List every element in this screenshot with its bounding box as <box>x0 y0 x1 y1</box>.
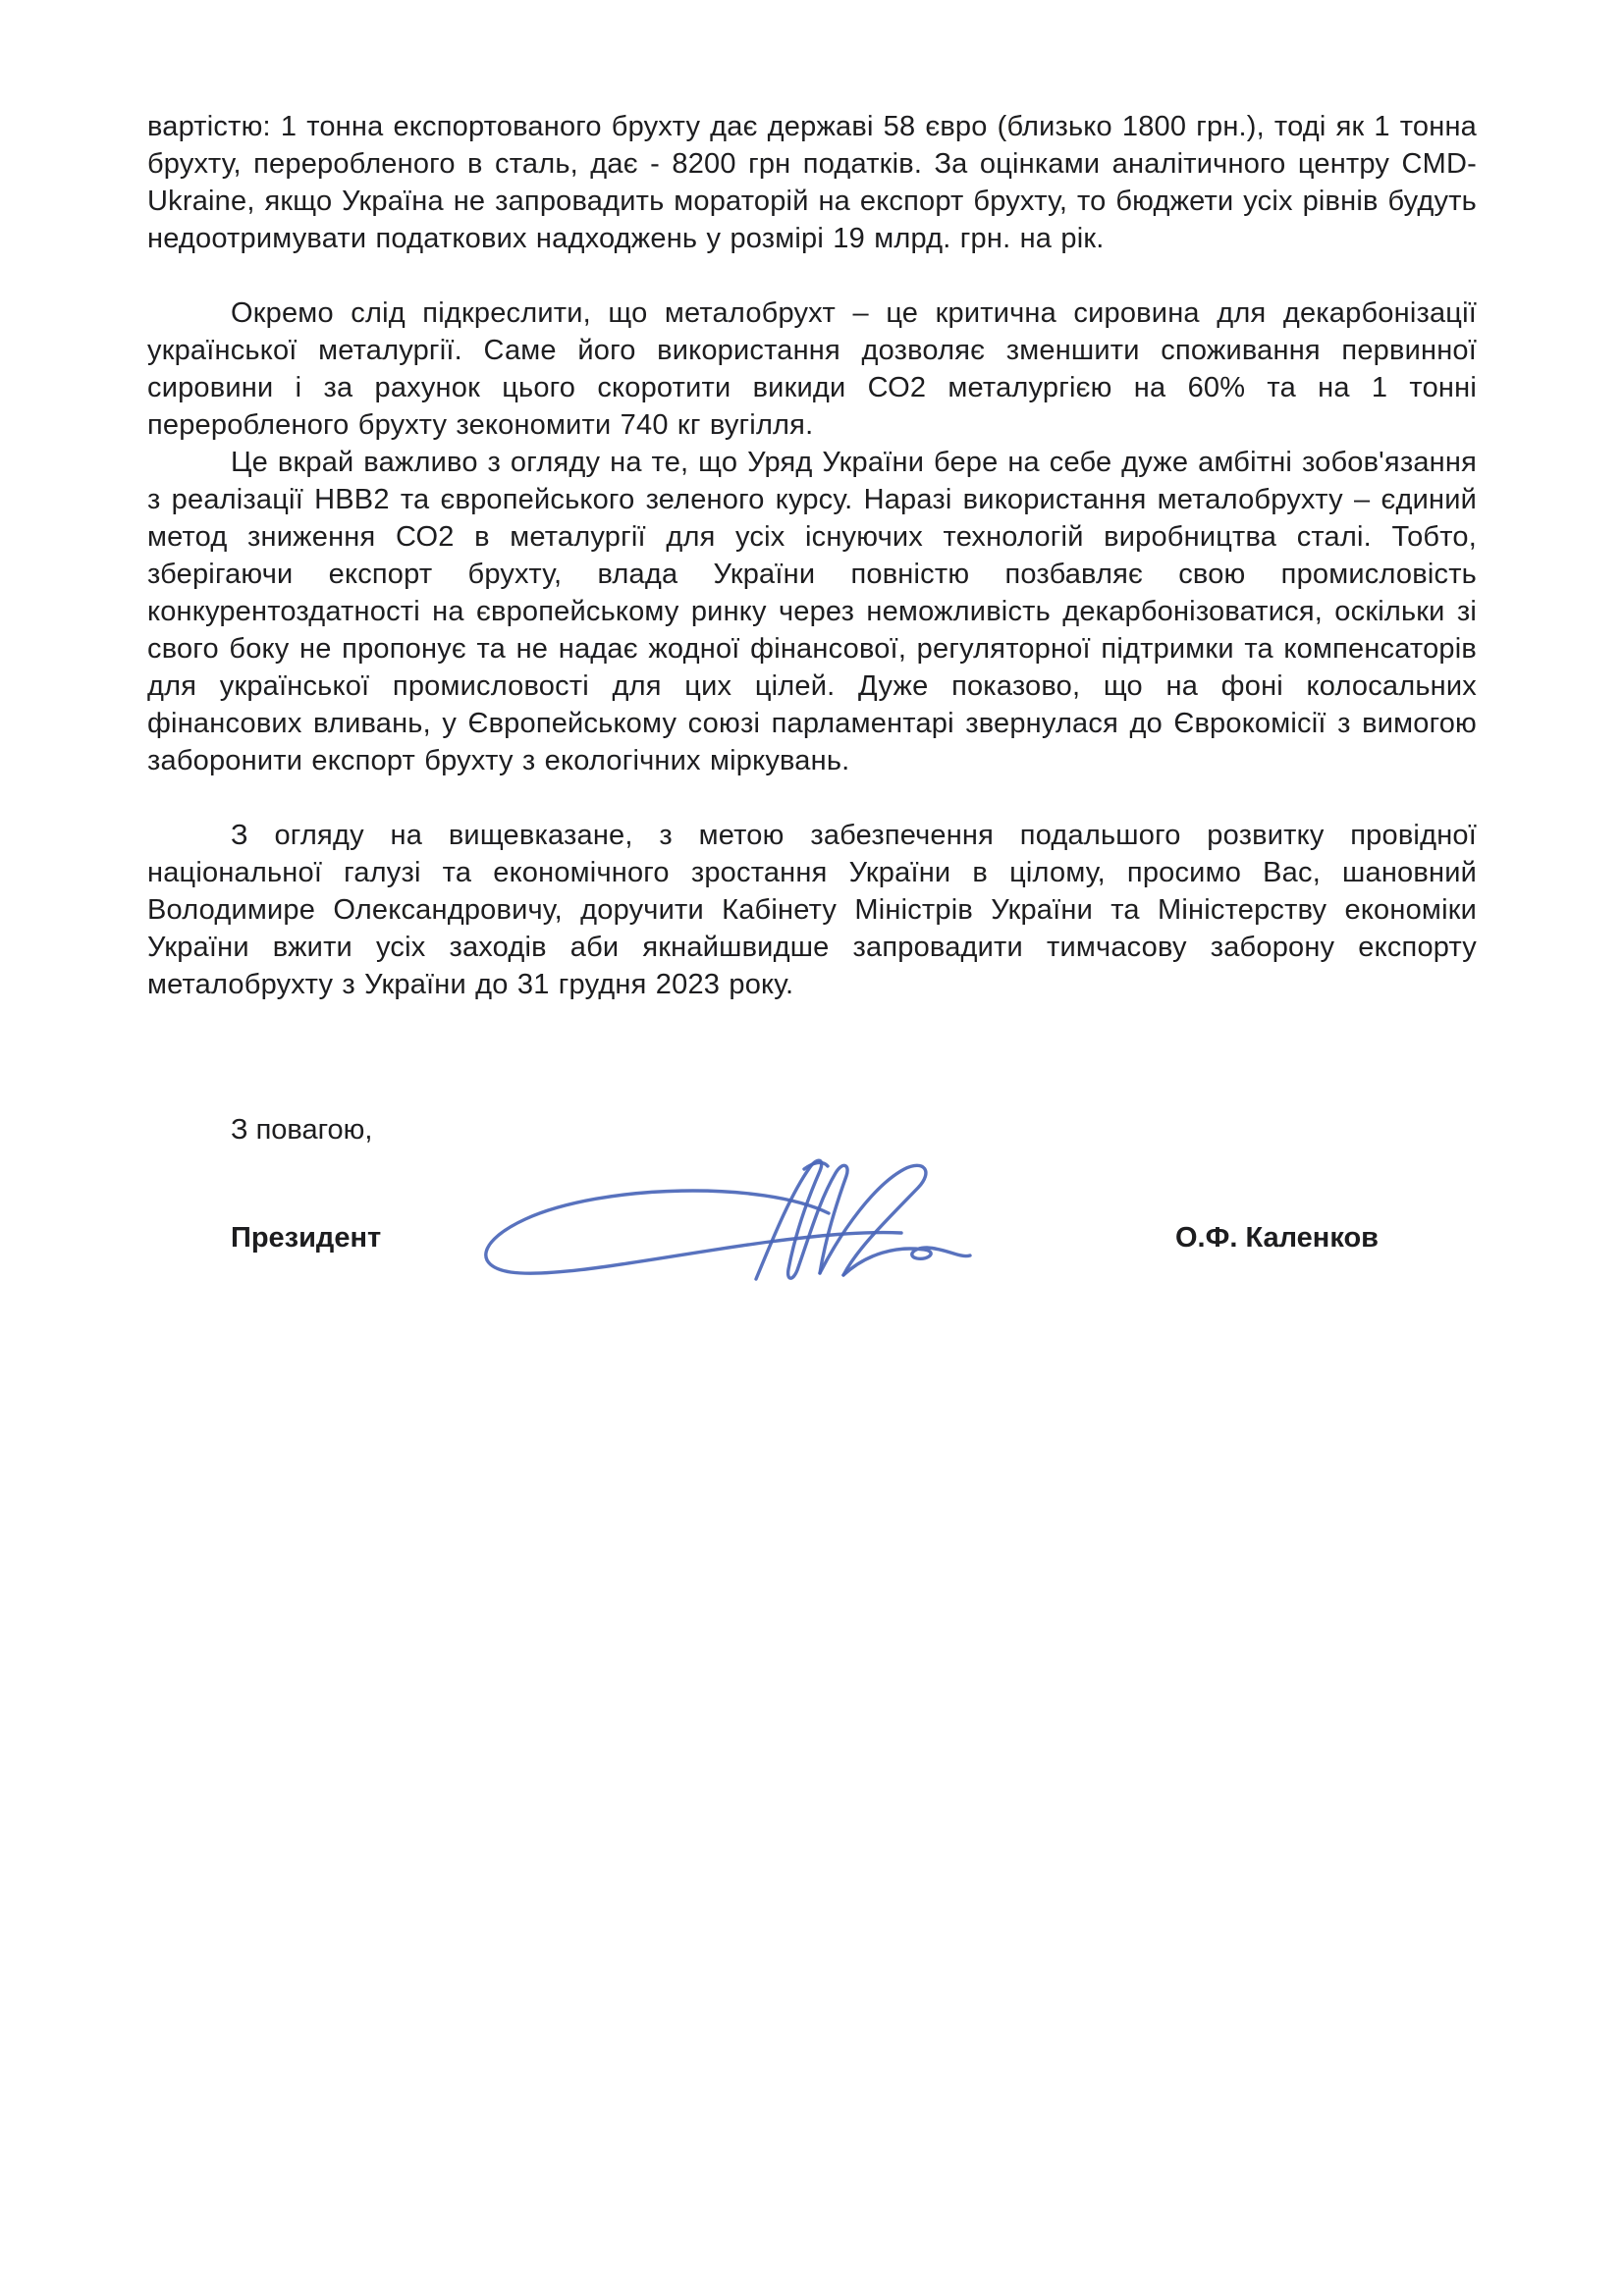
signature-block <box>147 1219 1477 1357</box>
signature-icon <box>463 1154 974 1287</box>
signature-ink-image <box>463 1154 974 1287</box>
paragraph-request: З огляду на вищевказане, з метою забезпечення подальшого розвитку провідної національної галузі та економічного зростання України в цілому, просимо Вас, шановний Володимире Олександровичу, доручити Кабінету Міністрів України та Міністерству економіки України вжити усіх заходів аби якнайшвидше запровадити тимчасову заборону експорту металобрухту з України до 31 грудня 2023 року. <box>147 820 1477 1000</box>
paragraph-spacer <box>147 779 1477 817</box>
paragraph-eu-green-course: Це вкрай важливо з огляду на те, що Уряд України бере на себе дуже амбітні зобов'язання з реалізації НВВ2 та європейського зеленого курсу. Наразі використання металобрухту – єдиний метод зниження СО2 в металургії для усіх існуючих технологій виробництва сталі. Тобто, зберігаючи експорт брухту, влада України повністю позбавляє свою промисловість конкурентоздатності на європейському ринку через неможливість декарбонізоватися, оскільки зі свого боку не пропонує та не надає жодної фінансової, регуляторної підтримки та компенсаторів для української промисловості для цих цілей. Дуже показово, що на фоні колосальних фінансових вливань, у Європейському союзі парламентарі звернулася до Єврокомісії з вимогою заборонити експорт брухту з екологічних міркувань. <box>147 447 1477 776</box>
signer-title: Президент <box>231 1222 382 1254</box>
paragraph-spacer <box>147 257 1477 294</box>
signer-name: О.Ф. Каленков <box>1174 1222 1379 1254</box>
letter-body <box>147 108 1477 1357</box>
closing-salutation: З повагою, <box>231 1114 373 1146</box>
paragraph-tax-impact: вартістю: 1 тонна експортованого брухту дає державі 58 євро (близько 1800 грн.), тоді як 1 тонна брухту, переробленого в сталь, дає - 8200 грн податків. За оцінками аналітичного центру CMD-Ukraine, якщо Україна не запровадить мораторій на експорт брухту, то бюджети усіх рівнів будуть недоотримувати податкових надходжень у розмірі 19 млрд. грн. на рік. <box>147 111 1477 254</box>
section-spacer <box>147 1003 1477 1111</box>
paragraph-decarbonization: Окремо слід підкреслити, що металобрухт – це критична сировина для декарбонізації української металургії. Саме його використання дозволяє зменшити споживання первинної сировини і за рахунок цього скоротити викиди СО2 металургією на 60% та на 1 тонні переробленого брухту зекономити 740 кг вугілля. <box>147 297 1477 441</box>
